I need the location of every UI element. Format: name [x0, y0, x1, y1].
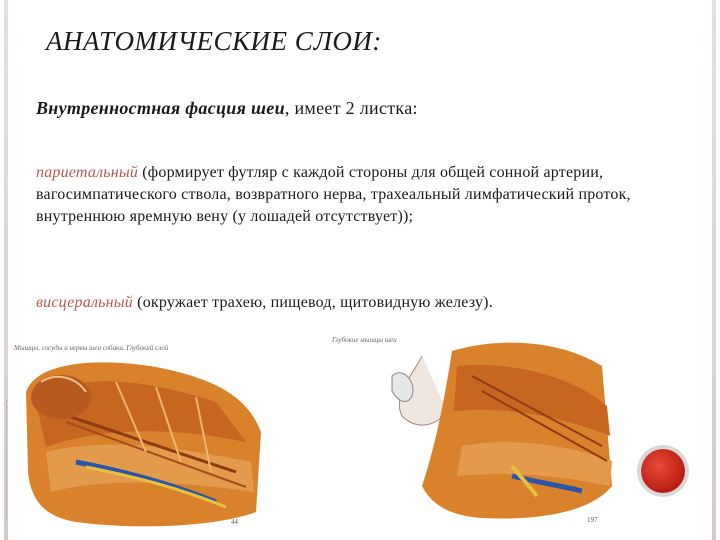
- term-parietal: париетальный: [36, 164, 139, 181]
- term-visceral: висцеральный: [36, 294, 133, 311]
- slide-subtitle: [36, 98, 418, 119]
- figure-left-neck-anatomy: [16, 352, 266, 537]
- paragraph-parietal: [36, 162, 666, 228]
- paragraph-visceral-text: (окружает трахею, пищевод, щитовидную железу).: [132, 294, 493, 311]
- subtitle-emphasis: Внутренностная фасция шеи: [36, 98, 285, 118]
- figure-left-number: 44: [231, 518, 238, 526]
- paragraph-visceral: [36, 292, 686, 314]
- red-circle-icon: [641, 449, 685, 493]
- figure-right-number: 197: [587, 516, 598, 524]
- figure-right-neck-anatomy: [362, 336, 622, 533]
- decorative-dotted-line: [6, 400, 9, 520]
- figure-left-caption: Мышцы, сосуды и нервы шеи собаки. Глубокий слой: [14, 344, 169, 352]
- slide-border-right: [712, 0, 716, 540]
- subtitle-rest: , имеет 2 листка:: [284, 98, 418, 118]
- figure-right-caption: Глубокие мышцы шеи: [332, 336, 397, 344]
- paragraph-parietal-text: (формирует футляр с каждой стороны для общей сонной артерии, вагосимпатического ствола, возвратного нерва, трахеальный лимфатический проток, внутреннюю яремную вену (у лошадей отсутствует));: [36, 164, 631, 225]
- slide-title: АНАТОМИЧЕСКИЕ СЛОИ:: [46, 26, 382, 56]
